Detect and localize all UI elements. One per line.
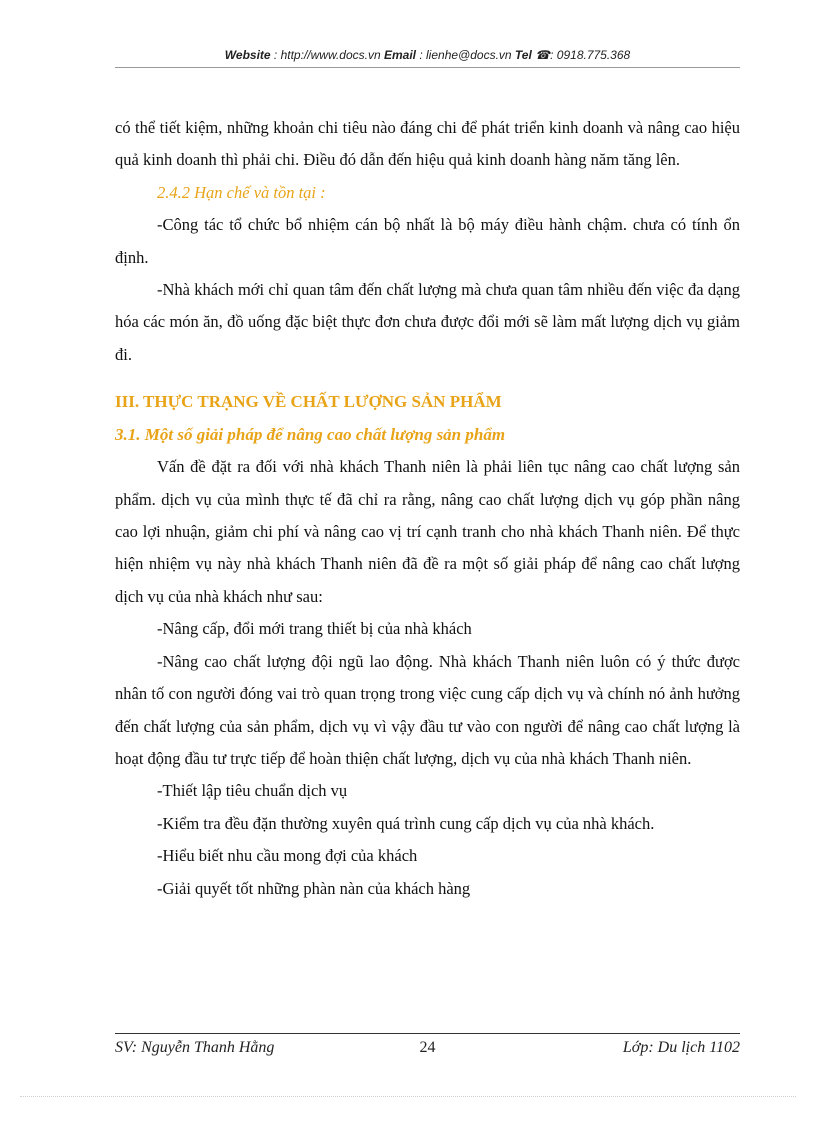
limitation-item: -Công tác tổ chức bổ nhiệm cán bộ nhất là bộ máy điều hành chậm. chưa có tính ổn định. [115, 215, 740, 267]
solutions-intro-paragraph: Vấn đề đặt ra đối với nhà khách Thanh niên là phải liên tục nâng cao chất lượng sản phẩm. dịch vụ của mình thực tế đã chỉ ra rằng, nâng cao chất lượng dịch vụ góp phần nâng cao lợi nhuận, giảm chi phí và nâng cao vị trí cạnh tranh cho nhà khách Thanh niên. Để thực hiện nhiệm vụ này nhà khách Thanh niên đã đề ra một số giải pháp để nâng cao chất lượng dịch vụ của nhà khách như sau: [115, 457, 740, 606]
website-value: : http://www.docs.vn [273, 48, 381, 62]
solution-item: -Nâng cao chất lượng đội ngũ lao động. Nhà khách Thanh niên luôn có ý thức được nhân tố con người đóng vai trò quan trọng trong việc cung cấp dịch vụ và chính nó ảnh hưởng đến chất lượng của sản phẩm, dịch vụ vì vậy đầu tư vào con người để nâng cao chất lượng là hoạt động đầu tư trực tiếp để hoàn thiện chất lượng, dịch vụ của nhà khách Thanh niên. [115, 651, 740, 768]
page-number: 24 [419, 1039, 436, 1056]
phone-icon: ☎ [535, 48, 551, 62]
website-label: Website [224, 48, 271, 62]
section-heading-iii: III. THỰC TRẠNG VỀ CHẤT LƯỢNG SẢN PHẨM [115, 392, 502, 412]
solution-item: -Hiểu biết nhu cầu mong đợi của khách [157, 846, 418, 866]
page-bottom-border [20, 1096, 796, 1097]
solution-item: -Giải quyết tốt những phàn nàn của khách hàng [157, 878, 471, 898]
intro-paragraph: có thể tiết kiệm, những khoản chi tiêu nào đáng chi để phát triển kinh doanh và nâng cao hiệu quả kinh doanh thì phải chi. Điều đó dẫn đến hiệu quả kinh doanh hàng năm tăng lên. [115, 118, 740, 170]
subsection-heading-3-1: 3.1. Một số giải pháp để nâng cao chất lượng sản phẩm [115, 425, 506, 445]
document-body [115, 112, 740, 905]
page-header [115, 48, 740, 62]
email-label: Email [383, 48, 416, 62]
solution-item: -Nâng cấp, đổi mới trang thiết bị của nhà khách [157, 619, 472, 639]
tel-value: : 0918.775.368 [550, 48, 631, 62]
solution-item: -Kiểm tra đều đặn thường xuyên quá trình cung cấp dịch vụ của nhà khách. [157, 813, 655, 833]
class-name: Lớp: Du lịch 1102 [622, 1039, 740, 1056]
limitation-item: -Nhà khách mới chỉ quan tâm đến chất lượng mà chưa quan tâm nhiều đến việc đa dạng hóa các món ăn, đồ uống đặc biệt thực đơn chưa được đổi mới sẽ làm mất lượng dịch vụ giảm đi. [115, 280, 740, 364]
subheading-2-4-2: 2.4.2 Hạn chế và tồn tại : [157, 182, 326, 202]
email-value: : lienhe@docs.vn [419, 48, 512, 62]
solution-item: -Thiết lập tiêu chuẩn dịch vụ [157, 781, 348, 801]
student-name: SV: Nguyễn Thanh Hằng [115, 1039, 275, 1056]
tel-label: Tel [514, 48, 532, 62]
footer-divider [115, 1033, 740, 1034]
header-divider [115, 67, 740, 68]
page-footer [115, 1039, 740, 1061]
